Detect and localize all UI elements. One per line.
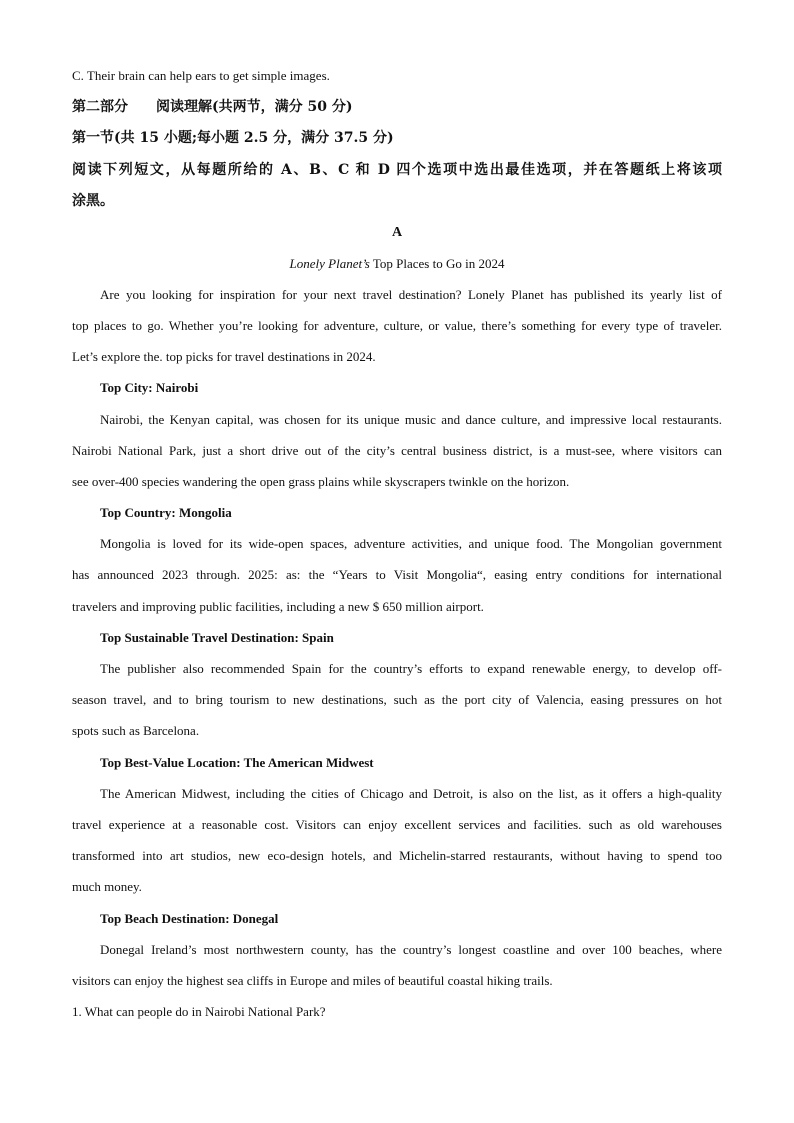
previous-option-c: C. Their brain can help ears to get simple images. (72, 68, 330, 83)
instruction-line-1: 阅读下列短文，从每题所给的 A、B、C 和 D 四个选项中选出最佳选项，并在答题纸上将该项 (72, 162, 722, 178)
intro-line-1: Are you looking for inspiration for your next travel destination? Lonely Planet has published its yearly list of (100, 287, 722, 302)
intro-line-2: top places to go. Whether you’re looking for adventure, culture, or value, there’s something for every type of traveler. (72, 318, 722, 333)
section-heading-donegal: Top Beach Destination: Donegal (100, 911, 279, 926)
mongolia-line-2: has announced 2023 through. 2025: as: the “Years to Visit Mongolia“, easing entry conditions for international (72, 567, 722, 582)
mongolia-line-3: travelers and improving public facilities, including a new $ 650 million airport. (72, 599, 484, 614)
section-one-heading: 第一节(共 15 小题;每小题 2.5 分，满分 37.5 分) (72, 130, 394, 146)
part-two-label: 第二部分 (72, 99, 128, 115)
instruction-line-2: 涂黑。 (72, 193, 114, 209)
spain-line-3: spots such as Barcelona. (72, 723, 200, 738)
intro-line-3: Let’s explore the. top picks for travel destinations in 2024. (72, 349, 376, 364)
part-two-heading (72, 98, 722, 116)
nairobi-line-1: Nairobi, the Kenyan capital, was chosen for its unique music and dance culture, and impressive local restaurants. (100, 412, 722, 427)
spain-line-2: season travel, and to bring tourism to new destinations, such as the port city of Valencia, easing pressures on hot (72, 692, 722, 707)
section-heading-nairobi: Top City: Nairobi (100, 380, 199, 395)
donegal-line-1: Donegal Ireland’s most northwestern county, has the country’s longest coastline and over 100 beaches, where (100, 942, 722, 957)
part-two-title: 阅读理解(共两节，满分 50 分) (156, 99, 353, 115)
question-1: 1. What can people do in Nairobi National Park? (72, 1004, 326, 1019)
midwest-line-3: transformed into art studios, new eco-design hotels, and Michelin-starred restaurants, without having to spend too (72, 848, 722, 863)
passage-letter: A (391, 225, 403, 240)
passage-title (0, 255, 794, 273)
section-heading-spain: Top Sustainable Travel Destination: Spain (100, 630, 334, 645)
nairobi-line-2: Nairobi National Park, just a short drive out of the city’s central business district, is a must-see, where visitors can (72, 443, 722, 458)
nairobi-line-3: see over-400 species wandering the open grass plains while skyscrapers twinkle on the horizon. (72, 474, 570, 489)
midwest-line-2: travel experience at a reasonable cost. Visitors can enjoy excellent services and facilities. such as old warehouses (72, 817, 722, 832)
spain-line-1: The publisher also recommended Spain for the country’s efforts to expand renewable energy, to develop off- (100, 661, 722, 676)
passage-title-italic: Lonely Planet’s (289, 256, 370, 271)
passage-title-rest: Top Places to Go in 2024 (369, 256, 505, 271)
midwest-line-1: The American Midwest, including the cities of Chicago and Detroit, is also on the list, as it offers a high-quality (100, 786, 722, 801)
midwest-line-4: much money. (72, 879, 142, 894)
section-heading-mongolia: Top Country: Mongolia (100, 505, 232, 520)
section-heading-midwest: Top Best-Value Location: The American Midwest (100, 755, 374, 770)
donegal-line-2: visitors can enjoy the highest sea cliffs in Europe and miles of beautiful coastal hiking trails. (72, 973, 553, 988)
mongolia-line-1: Mongolia is loved for its wide-open spaces, adventure activities, and unique food. The Mongolian government (100, 536, 722, 551)
